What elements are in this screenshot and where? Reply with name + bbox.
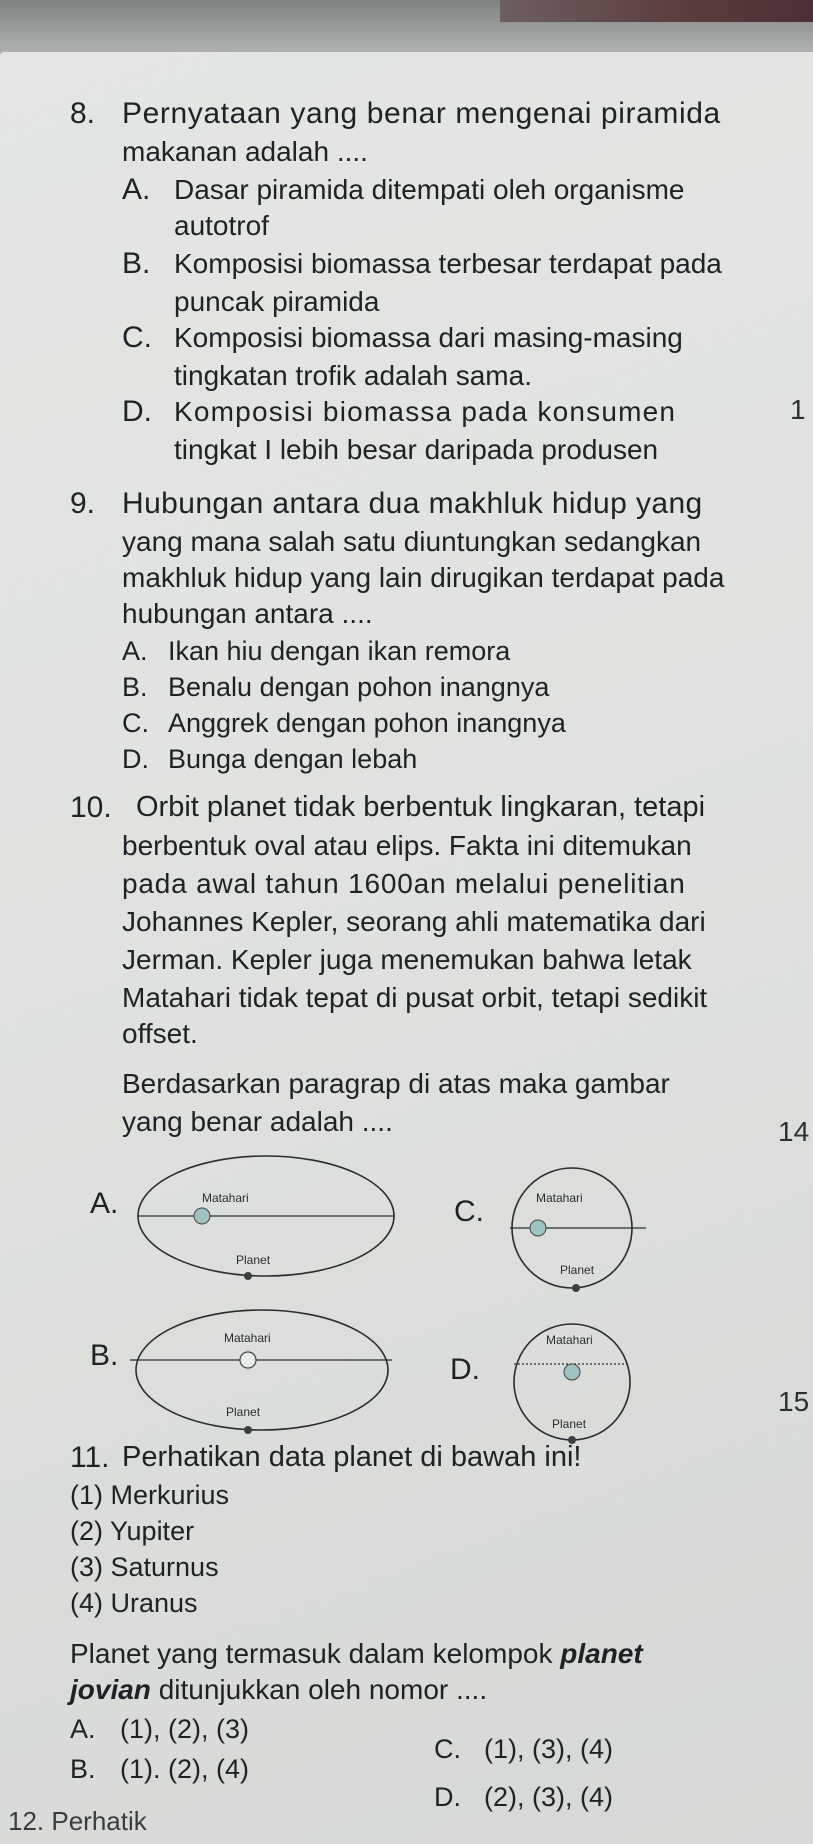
option-letter: A. [70,1714,96,1744]
question-number: 9. [70,487,96,520]
option-letter: B. [122,672,148,702]
question-text-line: yang mana salah satu diuntungkan sedangkan [122,526,702,557]
option-text: (1). (2), (4) [120,1754,250,1784]
option-text: Bunga dengan lebah [168,744,418,774]
diagram-letter: B. [90,1339,119,1372]
prompt-text: ditunjukkan oleh nomor .... [150,1674,488,1705]
list-item: (2) Yupiter [70,1516,195,1546]
question-number: 11. [70,1441,110,1474]
orbit-diagram-a [136,1150,396,1282]
option-text: (2), (3), (4) [484,1782,614,1812]
planet-label: Planet [226,1405,261,1419]
diagram-letter: D. [450,1353,480,1386]
option-text: Benalu dengan pohon inangnya [168,672,550,702]
sun-icon [240,1352,256,1368]
margin-number: 15 [778,1386,810,1417]
next-question-partial: 12. Perhatik [8,1806,147,1836]
sun-icon [564,1364,580,1380]
question-text-line: makanan adalah .... [122,136,368,167]
orbit-diagram-d [500,1318,640,1448]
margin-number: 14 [778,1116,810,1147]
option-text: (1), (2), (3) [120,1714,250,1744]
option-text: tingkat I lebih besar daripada produsen [174,434,659,465]
question-text-line: pada awal tahun 1600an melalui penelitian [122,868,686,899]
option-text: puncak piramida [174,286,380,317]
prompt-emphasis: jovian [70,1674,151,1705]
question-text-line: Orbit planet tidak berbentuk lingkaran, tetapi [136,791,706,823]
option-letter: C. [122,708,149,738]
question-text-line: yang benar adalah .... [122,1106,393,1137]
question-text-line: Berdasarkan paragrap di atas maka gambar [122,1068,670,1099]
option-letter: D. [122,744,149,774]
option-text: tingkatan trofik adalah sama. [174,360,532,391]
planet-icon [244,1272,252,1280]
option-text: Komposisi biomassa terbesar terdapat pada [174,248,722,279]
option-text: Anggrek dengan pohon inangnya [168,708,566,738]
sun-label: Matahari [546,1333,593,1347]
list-item: (3) Saturnus [70,1552,219,1582]
option-letter: C. [122,321,152,354]
planet-label: Planet [236,1253,271,1267]
orbit-diagram-b [126,1304,396,1440]
option-text: autotrof [174,210,269,241]
option-letter: B. [122,247,151,280]
list-item: (1) Merkurius [70,1480,230,1510]
diagram-letter: C. [454,1195,484,1228]
question-text-line: berbentuk oval atau elips. Fakta ini ditemukan [122,830,692,861]
question-title: Perhatikan data planet di bawah ini! [122,1441,582,1473]
question-text-line: Jerman. Kepler juga menemukan bahwa letak [122,944,692,975]
planet-label: Planet [560,1263,595,1277]
sun-icon [530,1220,546,1236]
list-item: (4) Uranus [70,1588,198,1618]
question-prompt [70,1636,643,1671]
background-object [500,0,813,22]
planet-icon [244,1426,252,1434]
prompt-text: Planet yang termasuk dalam kelompok [70,1638,561,1669]
sun-label: Matahari [224,1331,271,1345]
option-text: Ikan hiu dengan ikan remora [168,636,511,666]
question-text-line: hubungan antara .... [122,598,373,629]
sun-label: Matahari [536,1191,583,1205]
margin-number: 1 [790,394,806,425]
question-text-line: makhluk hidup yang lain dirugikan terdapat pada [122,562,725,593]
option-letter: D. [434,1782,461,1812]
diagram-letter: A. [90,1187,119,1220]
option-text: Komposisi biomassa dari masing-masing [174,322,683,353]
orbit-diagram-c [496,1162,648,1294]
question-text-line: offset. [122,1018,198,1049]
option-letter: A. [122,636,148,666]
planet-icon [572,1284,580,1292]
prompt-emphasis: planet [560,1638,643,1669]
option-letter: B. [70,1754,96,1784]
question-text-line: Pernyataan yang benar mengenai piramida [122,97,721,130]
question-text-line: Matahari tidak tepat di pusat orbit, tetapi sedikit [122,982,708,1013]
orbit-ellipse [136,1310,388,1430]
question-text-line: Johannes Kepler, seorang ahli matematika dari [122,906,706,937]
option-text: Komposisi biomassa pada konsumen [174,396,677,427]
question-prompt [70,1672,487,1707]
sun-label: Matahari [202,1191,249,1205]
question-number: 8. [70,97,96,130]
option-text: Dasar piramida ditempati oleh organisme [174,174,685,205]
photo-background-strip [0,0,813,58]
sun-icon [194,1208,210,1224]
option-letter: D. [122,395,152,428]
option-letter: C. [434,1734,461,1764]
planet-label: Planet [552,1417,587,1431]
question-text-line: Hubungan antara dua makhluk hidup yang [122,487,703,520]
option-text: (1), (3), (4) [484,1734,614,1764]
question-number: 10. [70,791,112,824]
option-letter: A. [122,173,151,206]
